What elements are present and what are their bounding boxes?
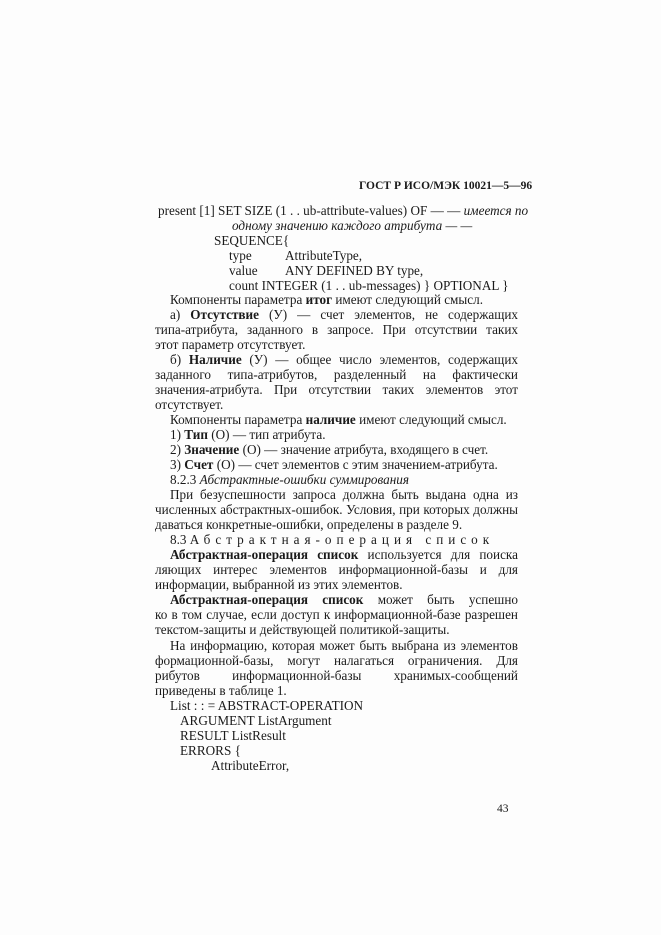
paragraph-line: Абстрактная-операция список может быть успешно xyxy=(170,592,518,607)
paragraph-line: численных абстрактных-ошибок. Условия, при которых должны xyxy=(155,502,518,517)
code-line: present [1] SET SIZE (1 . . ub-attribute-values) OF — — имеется по xyxy=(158,203,529,218)
code-line: RESULT ListResult xyxy=(180,728,286,743)
code-line: одному значению каждого атрибута — — xyxy=(232,218,473,233)
document-header: ГОСТ Р ИСО/МЭК 10021—5—96 xyxy=(359,180,533,192)
page-number: 43 xyxy=(497,803,509,815)
paragraph-line: типа-атрибута, заданного в запросе. При отсутствии таких xyxy=(155,322,518,337)
paragraph-line: этот параметр отсутствует. xyxy=(155,337,306,352)
paragraph-line: а) Отсутствие (У) — счет элементов, не содержащих xyxy=(170,307,518,322)
code-line: count INTEGER (1 . . ub-messages) } OPTIONAL } xyxy=(229,278,509,293)
paragraph-line: При безуспешности запроса должна быть выдана одна из xyxy=(170,487,518,502)
paragraph-line: На информацию, которая может быть выбрана из элементов xyxy=(170,638,518,653)
code-line: SEQUENCE{ xyxy=(214,233,290,248)
paragraph-line: заданного типа-атрибутов, разделенный на фактически xyxy=(155,367,518,382)
list-item: 1) Тип (О) — тип атрибута. xyxy=(170,427,326,442)
paragraph-line: текстом-защиты и действующей политикой-защиты. xyxy=(155,622,450,637)
paragraph-line: формационной-базы, могут налагаться ограничения. Для xyxy=(155,653,518,668)
paragraph-line: Абстрактная-операция список используется для поиска xyxy=(170,547,518,562)
paragraph-line: даваться конкретные-ошибки, определены в разделе 9. xyxy=(155,517,463,532)
paragraph-line: ко в том случае, если доступ к информационной-базе разрешен xyxy=(155,607,518,622)
section-heading: 8.2.3 Абстрактные-ошибки суммирования xyxy=(170,472,410,487)
paragraph-line: б) Наличие (У) — общее число элементов, содержащих xyxy=(170,352,518,367)
paragraph-line: ляющих интерес элементов информационной-базы и для xyxy=(155,562,518,577)
code-line: ARGUMENT ListArgument xyxy=(180,713,332,728)
code-line: type AttributeType, xyxy=(229,248,363,263)
code-line: ERRORS { xyxy=(180,743,241,758)
paragraph-line: значения-атрибута. При отсутствии таких элементов этот xyxy=(155,382,518,397)
paragraph-line: приведены в таблице 1. xyxy=(155,683,287,698)
paragraph-line: Компоненты параметра итог имеют следующий смысл. xyxy=(170,292,483,307)
paragraph-line: рибутов информационной-базы хранимых-сообщений xyxy=(155,668,518,683)
section-heading: 8.3 Абстрактная-операция список xyxy=(170,532,495,547)
code-line: AttributeError, xyxy=(211,758,290,773)
code-line: List : : = ABSTRACT-OPERATION xyxy=(170,698,364,713)
paragraph-line: информации, выбранной из этих элементов. xyxy=(155,577,403,592)
list-item: 3) Счет (О) — счет элементов с этим значением-атрибута. xyxy=(170,457,498,472)
paragraph-line: отсутствует. xyxy=(155,397,224,412)
paragraph-line: Компоненты параметра наличие имеют следующий смысл. xyxy=(170,412,507,427)
list-item: 2) Значение (О) — значение атрибута, входящего в счет. xyxy=(170,442,489,457)
code-line: value ANY DEFINED BY type, xyxy=(229,263,424,278)
